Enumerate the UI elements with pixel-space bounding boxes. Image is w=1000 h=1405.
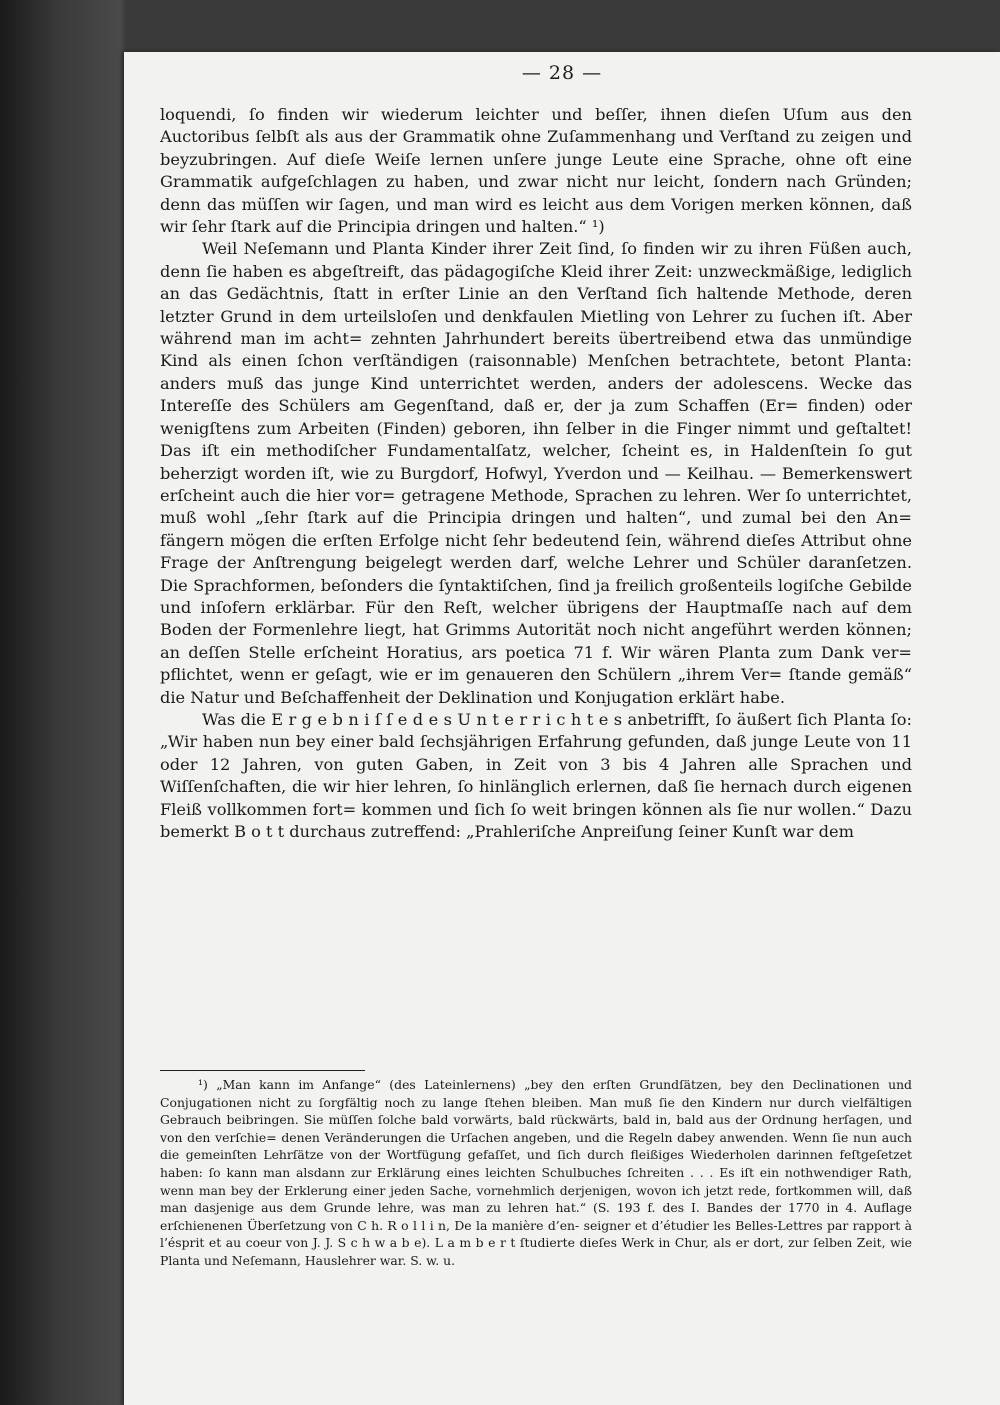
paragraph-1: loquendi, ſo finden wir wiederum leichter und beſſer, ihnen dieſen Uſum aus den Auctoribus ſelbſt als aus der Grammatik ohne Zuſammenhang und Verſtand zu zeigen und beyzubringen. Auf dieſe Weiſe lernen unſere junge Leute eine Sprache, ohne oft eine Grammatik aufgeſchlagen zu haben, und zwar nicht nur leicht, ſondern nach Gründen; denn das müſſen wir ſagen, und man wird es leicht aus dem Vorigen merken können, daß wir ſehr ſtark auf die Principia dringen und halten.“ ¹) bbox=[160, 105, 912, 237]
paragraph-2: Weil Neſemann und Planta Kinder ihrer Zeit ſind, ſo finden wir zu ihren Füßen auch, denn ſie haben es abgeſtreift, das pädagogiſche Kleid ihrer Zeit: unzweckmäßige, lediglich an das Gedächtnis, ſtatt in erſter Linie an den Verſtand ſich haltende Methode, deren letzter Grund in dem urteilsloſen und denkfaulen Mietling von Lehrer zu ſuchen iſt. Aber während man im acht= zehnten Jahrhundert bereits übertreibend etwa das unmündige Kind als einen ſchon verſtändigen (raisonnable) Menſchen betrachtete, betont Planta: anders muß das junge Kind unterrichtet werden, anders der adolescens. Wecke das Intereſſe des Schülers am Gegenſtand, daß er, der ja zum Schaffen (Er= finden) oder wenigſtens zum Arbeiten (Finden) geboren, ihn ſelber in die Finger nimmt und geſtaltet! Das iſt ein methodiſcher Fundamentalſatz, welcher, ſcheint es, in Haldenſtein ſo gut beherzigt worden iſt, wie zu Burgdorf, Hofwyl, Yverdon und — Keilhau. — Bemerkenswert erſcheint auch die hier vor= getragene Methode, Sprachen zu lehren. Wer ſo unterrichtet, muß wohl „ſehr ſtark auf die Principia dringen und halten“, und zumal bei den An= fängern mögen die erſten Erfolge nicht ſehr bedeutend ſein, während dieſes Attribut ohne Frage der Anſtrengung beigelegt werden darf, welche Lehrer und Schüler daranſetzen. Die Sprachformen, beſonders die ſyntaktiſchen, ſind ja freilich großenteils logiſche Gebilde und inſofern erklärbar. Für den Reſt, welcher übrigens der Hauptmaſſe nach auf dem Boden der Formenlehre liegt, hat Grimms Autorität noch nicht angeführt werden können; an deſſen Stelle erſcheint Horatius, ars poetica 71 f. Wir wären Planta zum Dank ver= pflichtet, wenn er geſagt, wie er im genaueren den Schülern „ihrem Ver= ſtande gemäß“ die Natur und Beſchaffenheit der Deklination und Konjugation erklärt habe. bbox=[160, 239, 912, 707]
main-text bbox=[160, 104, 912, 843]
paragraph-3: Was die E r g e b n i ſ ſ e d e s U n t e r r i c h t e s anbetrifft, ſo äußert ſich Planta ſo: „Wir haben nun bey einer bald ſechsjährigen Erfahrung gefunden, daß junge Leute von 11 oder 12 Jahren, von guten Gaben, in Zeit von 3 bis 4 Jahren alle Sprachen und Wiſſenſchaften, die wir hier lehren, ſo hinlänglich erlernen, daß ſie hernach durch eigenen Fleiß vollkommen fort= kommen und ſich ſo weit bringen können als ſie nur wollen.“ Dazu bemerkt B o t t durchaus zutreffend: „Prahleriſche Anpreiſung ſeiner Kunſt war dem bbox=[160, 709, 912, 841]
book-page bbox=[124, 52, 1000, 1405]
footnote bbox=[160, 1076, 912, 1270]
page-number: — 28 — bbox=[521, 62, 603, 84]
footnote-divider bbox=[160, 1070, 365, 1071]
footnote-text: ¹) „Man kann im Anfange“ (des Lateinlernens) „bey den erſten Grundſätzen, bey den Declinationen und Conjugationen nicht zu ſorgfältig noch zu lange ſtehen bleiben. Man muß ſie den Kindern nur durch vielfältigen Gebrauch beibringen. Sie müſſen ſolche bald vorwärts, bald rückwärts, bald in, bald aus der Ordnung herſagen, und von den verſchie= denen Veränderungen die Urſachen angeben, und die Regeln dabey anwenden. Wenn ſie nun auch die gemeinſten Lehrſätze von der Wortfügung gefaſſet, und ſich durch fleißiges Wiederholen darinnen feſtgeſetzet haben: ſo kann man alsdann zur Erklärung eines leichten Schulbuches ſchreiten . . . Es iſt ein nothwendiger Rath, wenn man bey der Erklerung einer jeden Sache, vornehmlich derjenigen, wovon ich jetzt rede, fortkommen will, daß man dasjenige aus dem Grunde lehre, was man zu lehren hat.“ (S. 193 f. des I. Bandes der 1770 in 4. Auflage erſchienenen Überſetzung von C h. R o l l i n, De la manière d’en- seigner et d’étudier les Belles-Lettres par rapport à l’ésprit et au coeur von J. J. S c h w a b e). L a m b e r t ſtudierte dieſes Werk in Chur, als er dort, zur ſelben Zeit, wie Planta und Neſemann, Hauslehrer war. S. w. u. bbox=[160, 1077, 912, 1268]
